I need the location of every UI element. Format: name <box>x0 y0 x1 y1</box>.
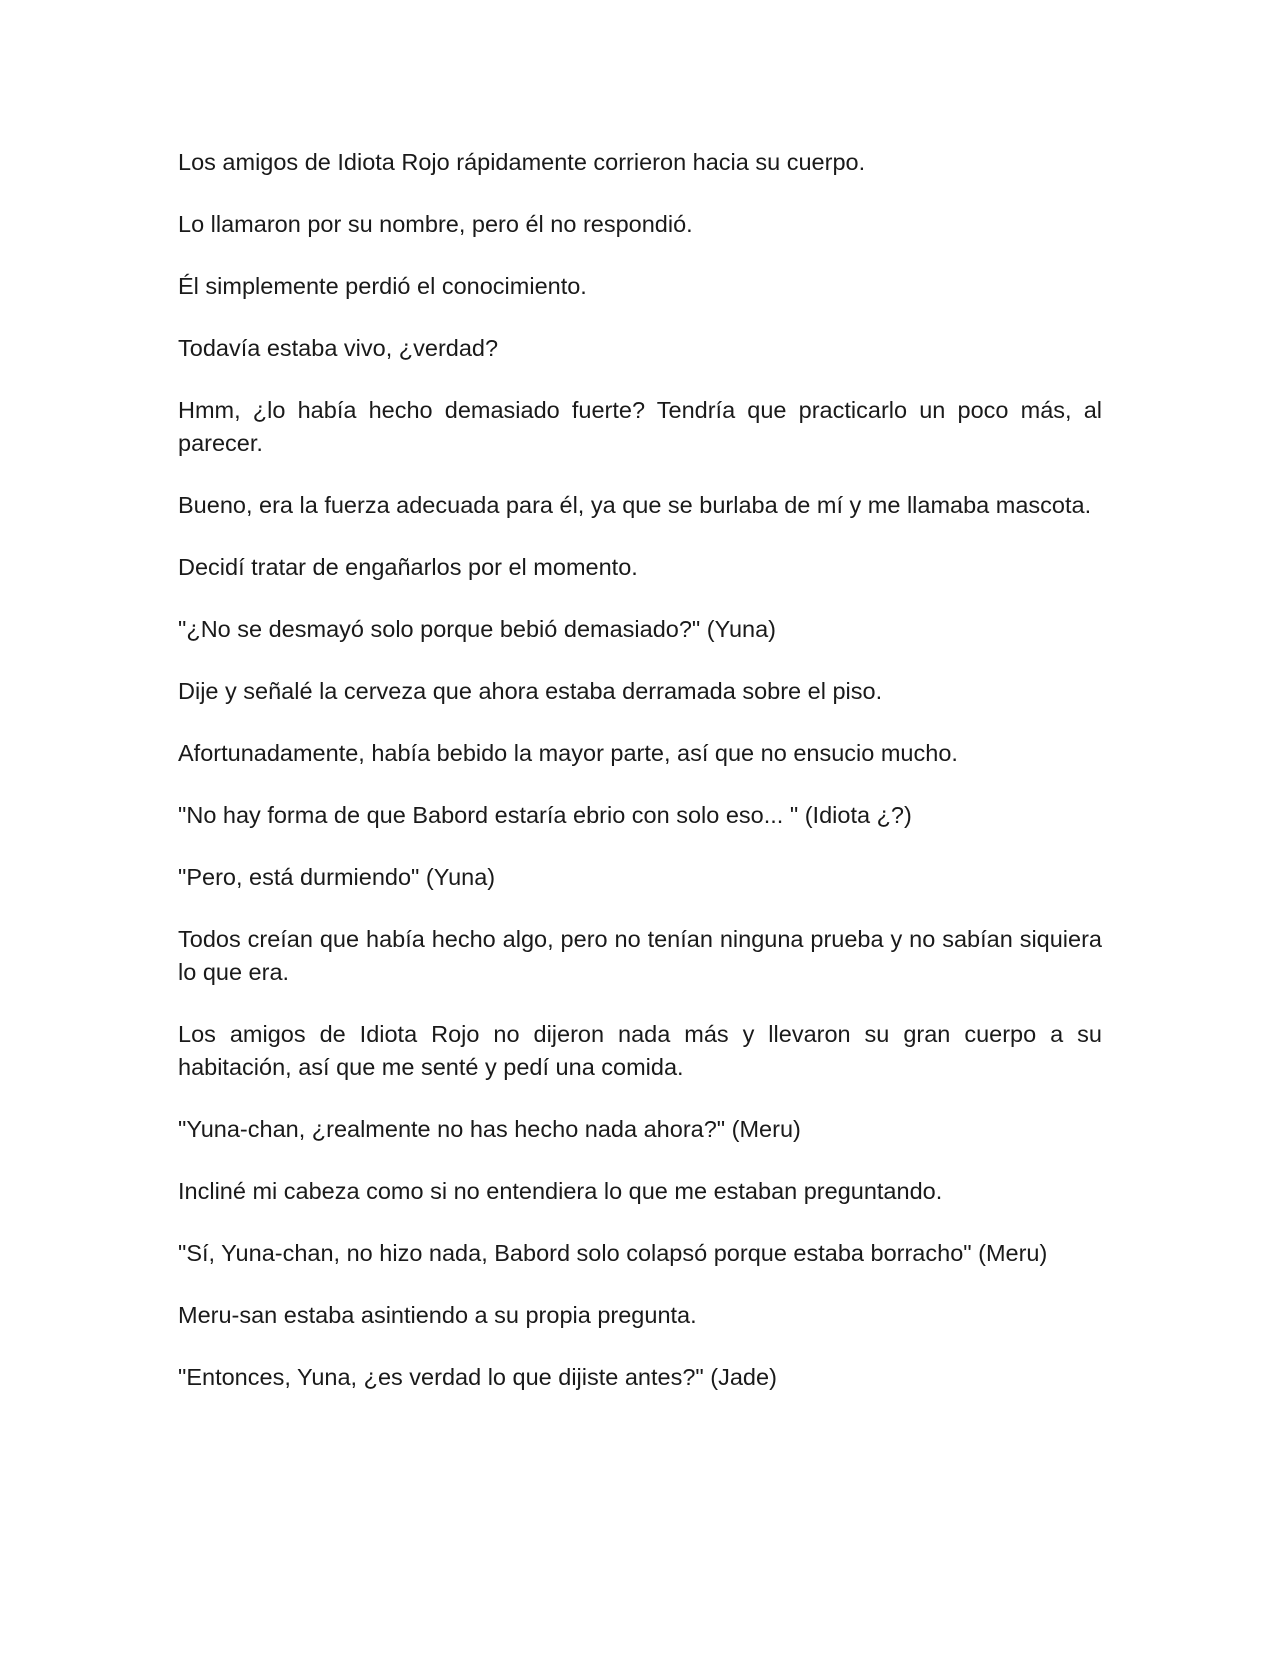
paragraph: Afortunadamente, había bebido la mayor parte, así que no ensucio mucho. <box>178 740 958 766</box>
paragraph: Todos creían que había hecho algo, pero no tenían ninguna prueba y no sabían siquiera lo que era. <box>178 926 1102 985</box>
paragraph: Decidí tratar de engañarlos por el momento. <box>178 554 638 580</box>
dialogue-paragraph: "Yuna-chan, ¿realmente no has hecho nada ahora?" (Meru) <box>178 1116 801 1142</box>
document-body <box>178 146 1102 1423</box>
paragraph: Meru-san estaba asintiendo a su propia pregunta. <box>178 1302 697 1328</box>
dialogue-paragraph: "Pero, está durmiendo" (Yuna) <box>178 864 496 890</box>
paragraph: Él simplemente perdió el conocimiento. <box>178 273 587 299</box>
dialogue-paragraph: "Sí, Yuna-chan, no hizo nada, Babord solo colapsó porque estaba borracho" (Meru) <box>178 1240 1048 1266</box>
paragraph: Lo llamaron por su nombre, pero él no respondió. <box>178 211 693 237</box>
dialogue-paragraph: "No hay forma de que Babord estaría ebrio con solo eso... " (Idiota ¿?) <box>178 802 912 828</box>
paragraph: Los amigos de Idiota Rojo rápidamente corrieron hacia su cuerpo. <box>178 149 866 175</box>
paragraph: Bueno, era la fuerza adecuada para él, ya que se burlaba de mí y me llamaba mascota. <box>178 492 1092 518</box>
paragraph: Los amigos de Idiota Rojo no dijeron nada más y llevaron su gran cuerpo a su habitación, así que me senté y pedí una comida. <box>178 1021 1102 1080</box>
paragraph: Hmm, ¿lo había hecho demasiado fuerte? Tendría que practicarlo un poco más, al parecer. <box>178 397 1102 456</box>
dialogue-paragraph: "¿No se desmayó solo porque bebió demasiado?" (Yuna) <box>178 616 777 642</box>
dialogue-paragraph: "Entonces, Yuna, ¿es verdad lo que dijiste antes?" (Jade) <box>178 1364 777 1390</box>
paragraph: Incliné mi cabeza como si no entendiera lo que me estaban preguntando. <box>178 1178 943 1204</box>
paragraph: Dije y señalé la cerveza que ahora estaba derramada sobre el piso. <box>178 678 883 704</box>
paragraph: Todavía estaba vivo, ¿verdad? <box>178 335 499 361</box>
